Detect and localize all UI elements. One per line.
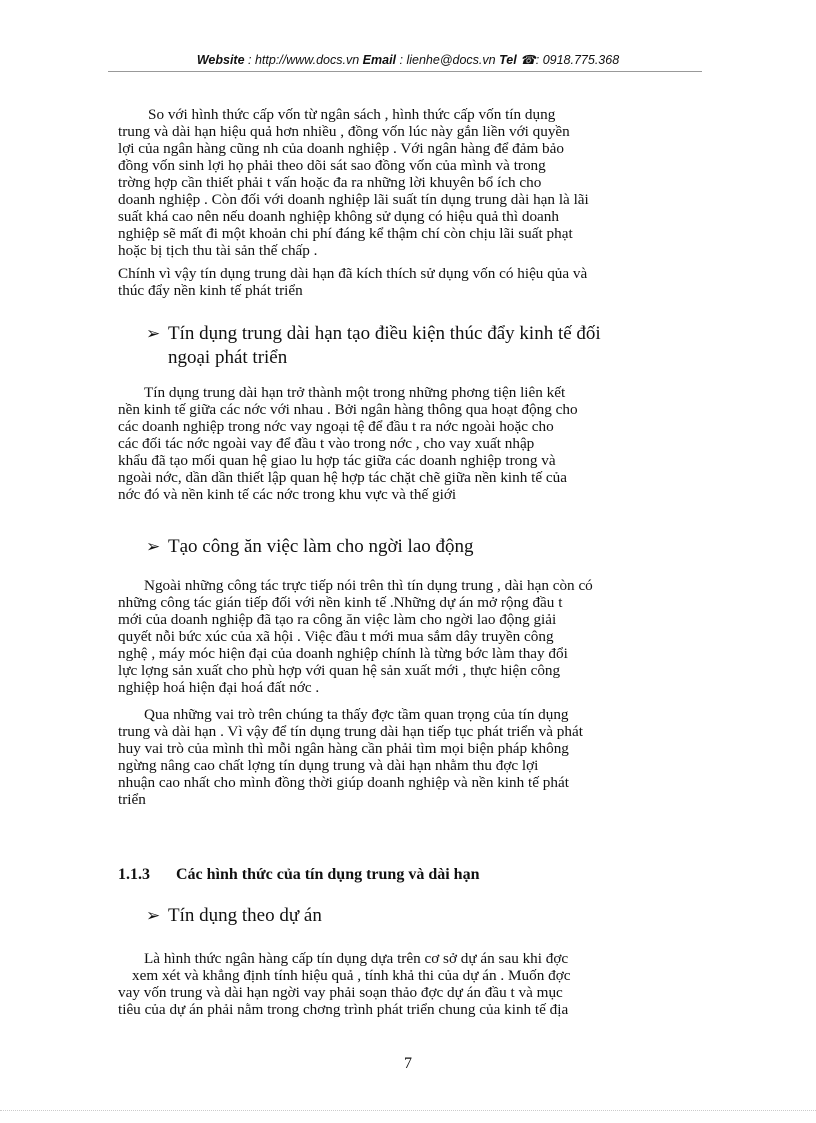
text-line: suất khá cao nên nếu doanh nghiệp không sử dụng có hiệu quả thì doanh (118, 208, 559, 225)
arrow-bullet-icon: ➢ (146, 537, 161, 557)
bullet-heading-2 (146, 535, 706, 559)
bullet-line: Tín dụng theo dự án (168, 905, 322, 926)
bullet-line: ngoại phát triển (168, 347, 288, 368)
text-line: ngừng nâng cao chất lợng tín dụng trung và dài hạn nhằm thu đợc lợi (118, 757, 539, 774)
text-line: vay vốn trung và dài hạn ngời vay phải soạn thảo đợc dự án đầu t và mục (118, 984, 563, 1001)
header-rule (108, 71, 702, 72)
text-line: So với hình thức cấp vốn từ ngân sách , hình thức cấp vốn tín dụng (148, 106, 556, 123)
text-line: tiêu của dự án phải nằm trong chơng trình phát triển chung của kinh tế địa (118, 1001, 569, 1018)
text-line: xem xét và khẳng định tính hiệu quả , tính khả thi của dự án . Muốn đợc (132, 967, 571, 984)
section-heading (118, 866, 479, 884)
page-number: 7 (404, 1055, 412, 1072)
text-line: khẩu đã tạo mối quan hệ giao lu hợp tác giữa các doanh nghiệp trong và (118, 452, 556, 469)
text-line: nghệ , máy móc hiện đại của doanh nghiệp chính là từng bớc làm thay đổi (118, 645, 568, 662)
bullet-heading-3 (146, 904, 706, 928)
text-line: triển (118, 791, 146, 808)
text-line: trung và dài hạn . Vì vậy để tín dụng trung dài hạn tiếp tục phát triển và phát (118, 723, 583, 740)
text-line: Chính vì vậy tín dụng trung dài hạn đã kích thích sử dụng vốn có hiệu qủa và (118, 265, 588, 282)
website-label: Website (196, 53, 245, 67)
text-line: trờng hợp cần thiết phải t vấn hoặc đa ra những lời khuyên bổ ích cho (118, 174, 542, 191)
text-line: mới của doanh nghiệp đã tạo ra công ăn việc làm cho ngời lao động giải (118, 611, 557, 628)
text-line: doanh nghiệp . Còn đối với doanh nghiệp lãi suất tín dụng trung dài hạn là lãi (118, 191, 589, 208)
text-line: thúc đẩy nền kinh tế phát triển (118, 282, 303, 299)
text-line: Ngoài những công tác trực tiếp nói trên thì tín dụng trung , dài hạn còn có (144, 577, 593, 594)
text-line: Qua những vai trò trên chúng ta thấy đợc tầm quan trọng của tín dụng (144, 706, 569, 723)
text-line: đồng vốn sinh lợi họ phải theo dõi sát sao đồng vốn của mình và trong (118, 157, 546, 174)
text-line: nhuận cao nhất cho mình đồng thời giúp doanh nghiệp và nền kinh tế phát (118, 774, 569, 791)
text-line: ngoài nớc, dần dần thiết lập quan hệ hợp tác chặt chẽ giữa nền kinh tế của (118, 469, 567, 486)
website-value: : http://www.docs.vn (248, 53, 360, 67)
text-line: các đối tác nớc ngoài vay để đầu t vào trong nớc , cho vay xuất nhập (118, 435, 535, 452)
text-line: lợi của ngân hàng cũng nh của doanh nghiệp . Với ngân hàng để đảm bảo (118, 140, 564, 157)
section-number: 1.1.3 (118, 866, 150, 883)
email-value: : lienhe@docs.vn (399, 53, 496, 67)
paragraph-6 (118, 950, 698, 1018)
bullet-line: Tín dụng trung dài hạn tạo điều kiện thúc đẩy kinh tế đối (168, 323, 601, 344)
paragraph-5 (118, 706, 698, 808)
tel-value: ☎: 0918.775.368 (520, 53, 620, 67)
text-line: nghiệp sẽ mất đi một khoản chi phí đáng kể thậm chí còn chịu lãi suất phạt (118, 225, 573, 242)
bullet-heading-1 (146, 322, 706, 370)
text-line: lực lợng sản xuất cho phù hợp với quan hệ sản xuất mới , thực hiện công (118, 662, 561, 679)
paragraph-2 (118, 265, 698, 299)
text-line: hoặc bị tịch thu tài sản thế chấp . (118, 242, 318, 259)
text-line: những công tác gián tiếp đối với nền kinh tế .Những dự án mở rộng đầu t (118, 594, 563, 611)
paragraph-3 (118, 384, 698, 503)
section-title: Các hình thức của tín dụng trung và dài hạn (176, 866, 480, 883)
text-line: nớc đó và nền kinh tế các nớc trong khu vực và thế giới (118, 486, 457, 503)
paragraph-4 (118, 577, 698, 696)
text-line: Là hình thức ngân hàng cấp tín dụng dựa trên cơ sở dự án sau khi đợc (144, 950, 569, 967)
text-line: quyết nỗi bức xúc của xã hội . Việc đầu t mới mua sắm dây truyền công (118, 628, 554, 645)
arrow-bullet-icon: ➢ (146, 906, 161, 926)
arrow-bullet-icon: ➢ (146, 324, 161, 344)
text-line: huy vai trò của mình thì mỗi ngân hàng cần phải tìm mọi biện pháp không (118, 740, 569, 757)
paragraph-1 (118, 106, 698, 259)
text-line: Tín dụng trung dài hạn trở thành một trong những phơng tiện liên kết (144, 384, 566, 401)
text-line: trung và dài hạn hiệu quả hơn nhiều , đồng vốn lúc này gắn liền với quyền (118, 123, 570, 140)
text-line: các doanh nghiệp trong nớc vay ngoại tệ để đầu t ra nớc ngoài hoặc cho (118, 418, 554, 435)
text-line: nghiệp hoá hiện đại hoá đất nớc . (118, 679, 320, 696)
email-label: Email (362, 53, 397, 67)
bullet-line: Tạo công ăn việc làm cho ngời lao động (168, 536, 474, 557)
footer-rule (0, 1110, 816, 1111)
page-header (0, 52, 816, 67)
tel-label: Tel (499, 53, 517, 67)
text-line: nền kinh tế giữa các nớc với nhau . Bởi ngân hàng thông qua hoạt động cho (118, 401, 578, 418)
